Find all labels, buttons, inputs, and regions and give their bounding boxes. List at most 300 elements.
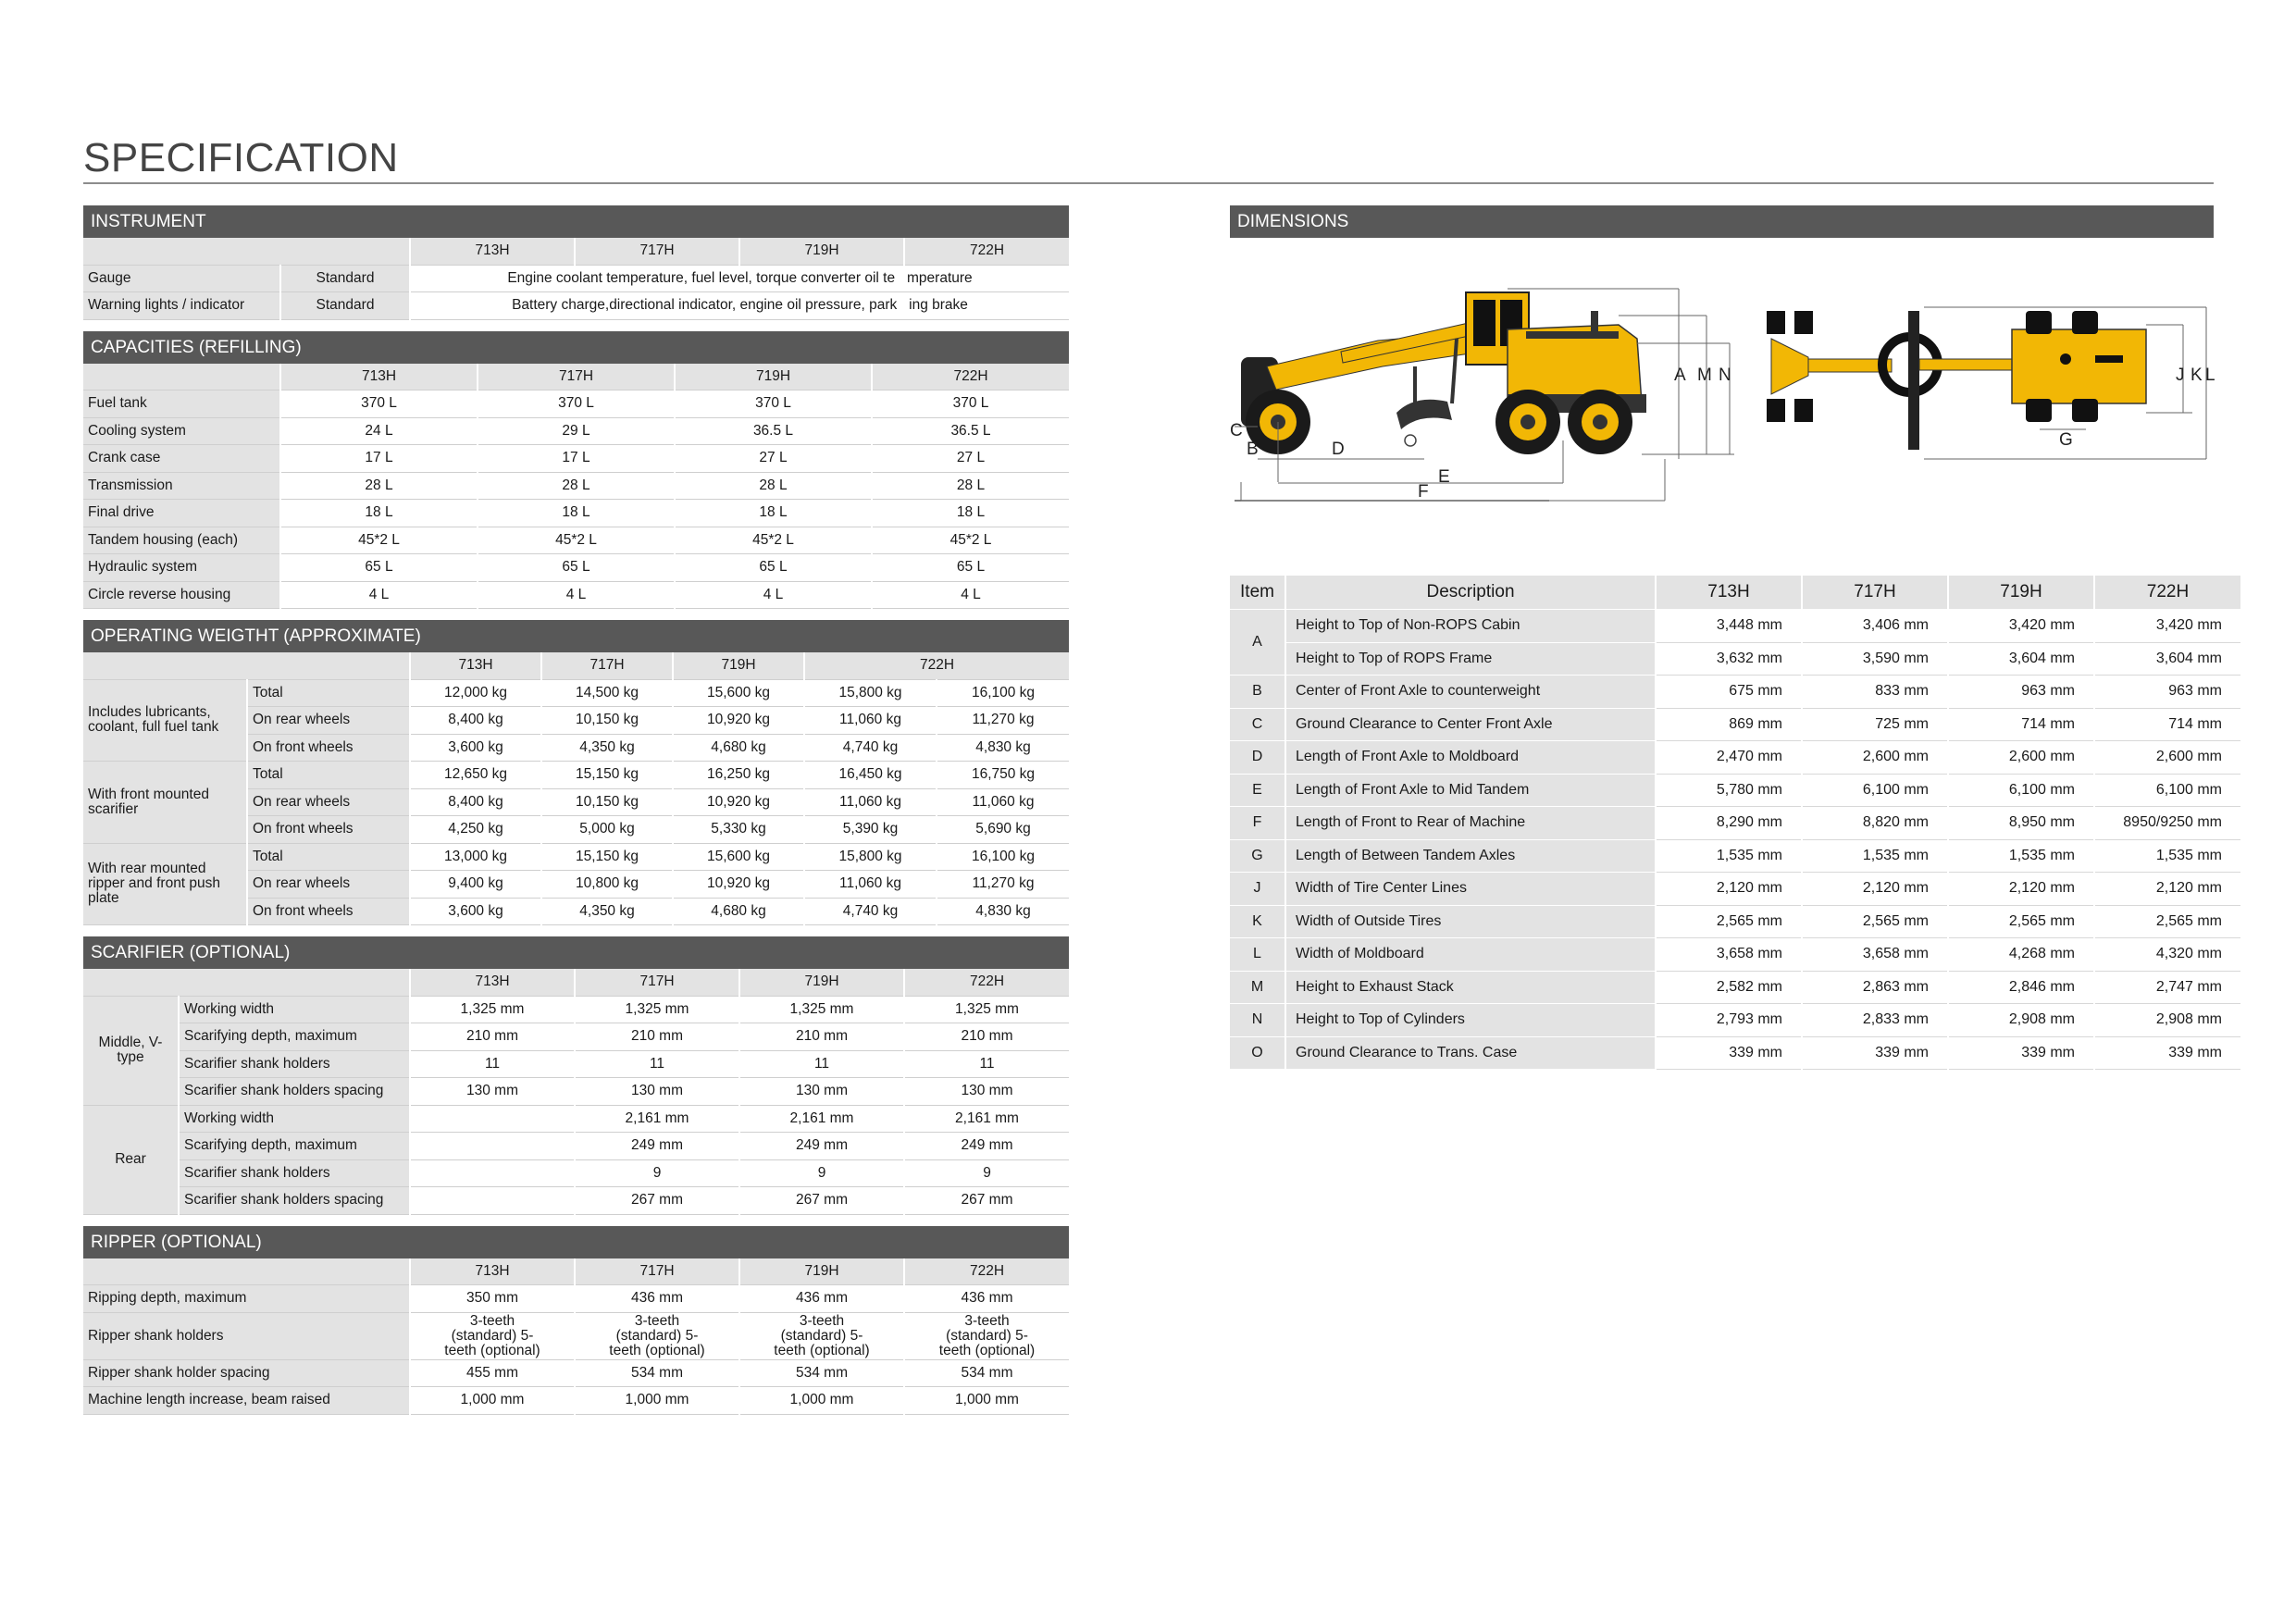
dim-label: K (2191, 366, 2203, 385)
item-description: Length of Front Axle to Mid Tandem (1285, 774, 1656, 807)
cell-value: 9,400 kg (410, 871, 541, 899)
scarifier-section (83, 936, 1069, 1215)
cell-value: 249 mm (904, 1133, 1069, 1160)
item-code: L (1230, 938, 1285, 972)
item-description: Height to Top of ROPS Frame (1285, 642, 1656, 676)
cell-value: 29 L (478, 417, 675, 445)
cell-value: 4,250 kg (410, 816, 541, 844)
row-label: On front wheels (247, 898, 410, 925)
table-row (1230, 971, 2240, 1004)
cell-value: 436 mm (575, 1285, 739, 1313)
cell-value: 5,780 mm (1656, 774, 1802, 807)
table-row (83, 1285, 1069, 1313)
row-label: Scarifying depth, maximum (179, 1133, 410, 1160)
table-row (83, 1359, 1069, 1387)
cell-value: 15,150 kg (541, 762, 673, 789)
table-row (83, 472, 1069, 500)
cell-value: 16,250 kg (673, 762, 804, 789)
row-label: Tandem housing (each) (83, 527, 280, 554)
cell-value: 436 mm (904, 1285, 1069, 1313)
cell-value: 16,750 kg (937, 762, 1069, 789)
cell-value: 869 mm (1656, 708, 1802, 741)
ripper-section (83, 1226, 1069, 1415)
cell-value: 2,565 mm (1656, 905, 1802, 938)
model-header: 713H (1656, 576, 1802, 610)
scarifier-heading: SCARIFIER (OPTIONAL) (83, 936, 1069, 969)
cell-value: 833 mm (1802, 676, 1948, 709)
cell-value: 3,600 kg (410, 734, 541, 762)
row-label: Scarifier shank holders (179, 1159, 410, 1187)
cell-value: 3,406 mm (1802, 610, 1948, 643)
row-type: Standard (280, 265, 410, 292)
cell-value: 3-teeth (standard) 5-teeth (optional) (575, 1312, 739, 1359)
cell-value: 2,863 mm (1802, 971, 1948, 1004)
cell-value: 4,350 kg (541, 898, 673, 925)
cell-value: 12,650 kg (410, 762, 541, 789)
row-label: Machine length increase, beam raised (83, 1387, 410, 1415)
cell-value: 4 L (872, 581, 1069, 609)
cell-value: 15,800 kg (804, 843, 937, 871)
cell-value: 2,793 mm (1656, 1004, 1802, 1037)
cell-value: 8950/9250 mm (2094, 807, 2240, 840)
ripper-table (83, 1258, 1069, 1415)
row-label: Fuel tank (83, 391, 280, 418)
cell-value: 45*2 L (478, 527, 675, 554)
cell-value: 2,470 mm (1656, 741, 1802, 775)
capacities-heading: CAPACITIES (REFILLING) (83, 331, 1069, 364)
cell-value: 4,830 kg (937, 734, 1069, 762)
cell-value: 13,000 kg (410, 843, 541, 871)
row-label: On rear wheels (247, 707, 410, 735)
cell-value: 1,325 mm (904, 996, 1069, 1023)
cell-value: 370 L (675, 391, 872, 418)
table-row (83, 843, 1069, 871)
cell-value: 534 mm (739, 1359, 904, 1387)
table-header-row (83, 652, 1069, 679)
row-label: On front wheels (247, 816, 410, 844)
item-code: O (1230, 1036, 1285, 1070)
cell-value: 28 L (280, 472, 478, 500)
cell-value: 4,680 kg (673, 734, 804, 762)
cell-value: 1,325 mm (410, 996, 575, 1023)
cell-value (410, 1187, 575, 1215)
table-row (83, 391, 1069, 418)
cell-value: 675 mm (1656, 676, 1802, 709)
cell-value: 16,100 kg (937, 679, 1069, 707)
cell-value: 11,270 kg (937, 707, 1069, 735)
cell-value: 267 mm (575, 1187, 739, 1215)
cell-value: 15,600 kg (673, 679, 804, 707)
table-row (83, 1133, 1069, 1160)
cell-value: 18 L (675, 500, 872, 527)
cell-value: 65 L (675, 554, 872, 582)
cell-value: 10,150 kg (541, 788, 673, 816)
table-row (83, 679, 1069, 707)
cell-value: 1,325 mm (575, 996, 739, 1023)
model-header: 722H (904, 1258, 1069, 1285)
dim-label: A (1674, 366, 1686, 385)
cell-value: 2,747 mm (2094, 971, 2240, 1004)
cell-value: 8,400 kg (410, 788, 541, 816)
model-header: 717H (575, 1258, 739, 1285)
top-view (1919, 307, 2215, 459)
cell-value: 3,604 mm (2094, 642, 2240, 676)
cell-value: 210 mm (410, 1023, 575, 1051)
cell-value: 4,830 kg (937, 898, 1069, 925)
cell-value: 2,846 mm (1948, 971, 2094, 1004)
item-code: M (1230, 971, 1285, 1004)
dim-label: F (1418, 482, 1429, 502)
row-label: On rear wheels (247, 871, 410, 899)
table-row (83, 996, 1069, 1023)
cell-value: 27 L (872, 445, 1069, 473)
cell-value: 1,000 mm (575, 1387, 739, 1415)
cell-value: 2,908 mm (2094, 1004, 2240, 1037)
row-type: Standard (280, 292, 410, 320)
item-code: A (1230, 610, 1285, 676)
item-description: Ground Clearance to Trans. Case (1285, 1036, 1656, 1070)
table-row (83, 581, 1069, 609)
cell-value: 17 L (280, 445, 478, 473)
item-code: E (1230, 774, 1285, 807)
cell-value: 11 (904, 1050, 1069, 1078)
cell-value: 45*2 L (280, 527, 478, 554)
item-code: F (1230, 807, 1285, 840)
cell-value: 27 L (675, 445, 872, 473)
instrument-heading: INSTRUMENT (83, 205, 1069, 238)
cell-value: 8,400 kg (410, 707, 541, 735)
cell-value: 2,582 mm (1656, 971, 1802, 1004)
row-label: On front wheels (247, 734, 410, 762)
group-label: Rear (83, 1105, 179, 1214)
instrument-section (83, 205, 1069, 320)
item-description: Height to Exhaust Stack (1285, 971, 1656, 1004)
cell-value: 370 L (478, 391, 675, 418)
instrument-table (83, 238, 1069, 320)
model-header: 717H (575, 238, 739, 265)
cell-value: 1,535 mm (1656, 839, 1802, 873)
table-header-row (1230, 576, 2240, 610)
right-column (1230, 205, 2214, 238)
page-title: SPECIFICATION (83, 135, 399, 180)
table-row (83, 1078, 1069, 1106)
operating-weight-section (83, 620, 1069, 925)
table-row (1230, 642, 2240, 676)
row-label: Scarifier shank holders spacing (179, 1078, 410, 1106)
cell-value: 5,330 kg (673, 816, 804, 844)
group-label: Middle, V-type (83, 996, 179, 1105)
item-description: Ground Clearance to Center Front Axle (1285, 708, 1656, 741)
cell-value: 339 mm (1802, 1036, 1948, 1070)
capacities-section (83, 331, 1069, 610)
row-label: On rear wheels (247, 788, 410, 816)
cell-value: 2,120 mm (2094, 873, 2240, 906)
cell-value: 1,000 mm (904, 1387, 1069, 1415)
table-row (1230, 807, 2240, 840)
item-description: Length of Front Axle to Moldboard (1285, 741, 1656, 775)
model-header: 719H (739, 238, 904, 265)
cell-value: 10,920 kg (673, 707, 804, 735)
group-label: With front mounted scarifier (83, 762, 247, 844)
cell-value: 18 L (478, 500, 675, 527)
cell-value: 11,060 kg (937, 788, 1069, 816)
table-row (83, 265, 1069, 292)
group-label: With rear mounted ripper and front push plate (83, 843, 247, 925)
model-header: 722H (804, 652, 1069, 679)
cell-value: 8,950 mm (1948, 807, 2094, 840)
cell-value: 1,535 mm (1948, 839, 2094, 873)
cell-value: 15,150 kg (541, 843, 673, 871)
cell-value: 45*2 L (675, 527, 872, 554)
cell-value: 4,680 kg (673, 898, 804, 925)
cell-value (410, 1159, 575, 1187)
cell-value: 249 mm (739, 1133, 904, 1160)
capacities-table (83, 364, 1069, 610)
cell-value: 2,120 mm (1656, 873, 1802, 906)
item-code: D (1230, 741, 1285, 775)
cell-value: 28 L (872, 472, 1069, 500)
item-description: Height to Top of Cylinders (1285, 1004, 1656, 1037)
header-blank (83, 364, 280, 391)
item-description: Length of Between Tandem Axles (1285, 839, 1656, 873)
dim-label: C (1230, 421, 1243, 440)
cell-value: 4,350 kg (541, 734, 673, 762)
cell-value: 4,320 mm (2094, 938, 2240, 972)
cell-value: 2,908 mm (1948, 1004, 2094, 1037)
cell-value: 3,658 mm (1656, 938, 1802, 972)
dimensions-table-wrap (1230, 576, 2222, 1070)
left-column (83, 205, 1069, 1426)
cell-value: 2,565 mm (1802, 905, 1948, 938)
dimensions-diagram (1230, 274, 2214, 514)
scarifier-table (83, 969, 1069, 1215)
header-blank (83, 652, 410, 679)
cell-value: 267 mm (904, 1187, 1069, 1215)
row-label: Total (247, 843, 410, 871)
table-row (83, 1387, 1069, 1415)
dim-label: E (1438, 467, 1450, 487)
row-label: Crank case (83, 445, 280, 473)
cell-value: 2,600 mm (2094, 741, 2240, 775)
cell-value: 2,600 mm (1948, 741, 2094, 775)
table-row (83, 1023, 1069, 1051)
cell-value: 28 L (478, 472, 675, 500)
model-header: 722H (872, 364, 1069, 391)
cell-value: 210 mm (904, 1023, 1069, 1051)
title-rule (83, 182, 2214, 184)
model-header: 717H (575, 969, 739, 996)
cell-value: 3,632 mm (1656, 642, 1802, 676)
item-description: Length of Front to Rear of Machine (1285, 807, 1656, 840)
cell-value: 2,120 mm (1948, 873, 2094, 906)
cell-value: 6,100 mm (2094, 774, 2240, 807)
model-header: 717H (541, 652, 673, 679)
front-view (1767, 311, 1938, 450)
cell-value: 3,420 mm (1948, 610, 2094, 643)
item-description: Center of Front Axle to counterweight (1285, 676, 1656, 709)
row-label: Hydraulic system (83, 554, 280, 582)
cell-value: 15,600 kg (673, 843, 804, 871)
cell-value: 24 L (280, 417, 478, 445)
table-row (83, 554, 1069, 582)
cell-value: 210 mm (575, 1023, 739, 1051)
cell-value: 534 mm (904, 1359, 1069, 1387)
cell-value: 11 (575, 1050, 739, 1078)
cell-value: 3-teeth (standard) 5-teeth (optional) (739, 1312, 904, 1359)
ripper-heading: RIPPER (OPTIONAL) (83, 1226, 1069, 1258)
cell-value: 2,833 mm (1802, 1004, 1948, 1037)
cell-value: 11 (410, 1050, 575, 1078)
cell-value: 10,920 kg (673, 871, 804, 899)
item-description: Width of Moldboard (1285, 938, 1656, 972)
cell-value: 2,600 mm (1802, 741, 1948, 775)
model-header: 719H (739, 1258, 904, 1285)
table-row (83, 1187, 1069, 1215)
cell-value: 1,000 mm (739, 1387, 904, 1415)
table-row (83, 445, 1069, 473)
row-label: Final drive (83, 500, 280, 527)
table-row (83, 1159, 1069, 1187)
model-header: 717H (1802, 576, 1948, 610)
cell-value: 6,100 mm (1948, 774, 2094, 807)
table-row (83, 1050, 1069, 1078)
row-label: Cooling system (83, 417, 280, 445)
cell-value: 9 (904, 1159, 1069, 1187)
header-item: Item (1230, 576, 1285, 610)
table-row (1230, 1004, 2240, 1037)
model-header: 719H (1948, 576, 2094, 610)
cell-value: 5,390 kg (804, 816, 937, 844)
table-row (1230, 774, 2240, 807)
cell-value: 3,658 mm (1802, 938, 1948, 972)
item-description: Width of Tire Center Lines (1285, 873, 1656, 906)
table-row (1230, 938, 2240, 972)
cell-value: 714 mm (1948, 708, 2094, 741)
header-description: Description (1285, 576, 1656, 610)
cell-value: 130 mm (410, 1078, 575, 1106)
table-header-row (83, 238, 1069, 265)
cell-value: 4 L (280, 581, 478, 609)
header-blank (83, 969, 410, 996)
row-value: Battery charge,directional indicator, engine oil pressure, park ing brake (410, 292, 1069, 320)
dim-label: L (2205, 366, 2215, 385)
table-row (1230, 1036, 2240, 1070)
cell-value: 9 (739, 1159, 904, 1187)
cell-value: 3,420 mm (2094, 610, 2240, 643)
model-header: 713H (410, 238, 575, 265)
cell-value: 1,325 mm (739, 996, 904, 1023)
row-label: Ripper shank holders (83, 1312, 410, 1359)
item-code: B (1230, 676, 1285, 709)
cell-value: 1,535 mm (1802, 839, 1948, 873)
cell-value: 4 L (478, 581, 675, 609)
dim-label: G (2059, 430, 2073, 450)
cell-value: 4,268 mm (1948, 938, 2094, 972)
cell-value: 2,565 mm (2094, 905, 2240, 938)
model-header: 722H (904, 969, 1069, 996)
cell-value: 370 L (280, 391, 478, 418)
table-row (1230, 708, 2240, 741)
cell-value: 17 L (478, 445, 675, 473)
cell-value: 36.5 L (872, 417, 1069, 445)
dimensions-heading: DIMENSIONS (1230, 205, 2214, 238)
model-header: 719H (675, 364, 872, 391)
model-header: 713H (410, 1258, 575, 1285)
row-label: Ripping depth, maximum (83, 1285, 410, 1313)
table-row (1230, 741, 2240, 775)
cell-value: 963 mm (1948, 676, 2094, 709)
item-description: Height to Top of Non-ROPS Cabin (1285, 610, 1656, 643)
table-header-row (83, 364, 1069, 391)
cell-value: 36.5 L (675, 417, 872, 445)
row-value: Engine coolant temperature, fuel level, torque converter oil te mperature (410, 265, 1069, 292)
row-label: Gauge (83, 265, 280, 292)
table-row (83, 527, 1069, 554)
cell-value: 6,100 mm (1802, 774, 1948, 807)
cell-value: 11,060 kg (804, 788, 937, 816)
model-header: 722H (904, 238, 1069, 265)
side-view (1230, 289, 1734, 502)
cell-value: 3-teeth (standard) 5-teeth (optional) (410, 1312, 575, 1359)
cell-value: 350 mm (410, 1285, 575, 1313)
table-row (83, 762, 1069, 789)
item-code: K (1230, 905, 1285, 938)
cell-value: 11,060 kg (804, 707, 937, 735)
cell-value: 2,565 mm (1948, 905, 2094, 938)
cell-value: 339 mm (2094, 1036, 2240, 1070)
model-header: 719H (673, 652, 804, 679)
cell-value: 130 mm (904, 1078, 1069, 1106)
dim-label: N (1719, 366, 1731, 385)
cell-value: 249 mm (575, 1133, 739, 1160)
cell-value: 10,800 kg (541, 871, 673, 899)
group-label: Includes lubricants, coolant, full fuel tank (83, 679, 247, 762)
cell-value: 3,590 mm (1802, 642, 1948, 676)
grader-drawing (1230, 274, 2214, 514)
cell-value: 4,740 kg (804, 734, 937, 762)
row-label: Warning lights / indicator (83, 292, 280, 320)
cell-value: 8,290 mm (1656, 807, 1802, 840)
row-label: Scarifying depth, maximum (179, 1023, 410, 1051)
cell-value: 2,161 mm (904, 1105, 1069, 1133)
cell-value: 210 mm (739, 1023, 904, 1051)
cell-value: 9 (575, 1159, 739, 1187)
item-code: G (1230, 839, 1285, 873)
cell-value: 3,600 kg (410, 898, 541, 925)
cell-value: 18 L (280, 500, 478, 527)
cell-value: 28 L (675, 472, 872, 500)
cell-value: 65 L (280, 554, 478, 582)
row-label: Total (247, 679, 410, 707)
model-header: 719H (739, 969, 904, 996)
table-row (1230, 905, 2240, 938)
cell-value: 339 mm (1656, 1036, 1802, 1070)
cell-value: 1,535 mm (2094, 839, 2240, 873)
header-blank (83, 238, 410, 265)
dim-label: B (1247, 440, 1259, 459)
cell-value: 4,740 kg (804, 898, 937, 925)
cell-value: 267 mm (739, 1187, 904, 1215)
row-label: Scarifier shank holders (179, 1050, 410, 1078)
cell-value: 11,270 kg (937, 871, 1069, 899)
cell-value: 14,500 kg (541, 679, 673, 707)
table-row (83, 500, 1069, 527)
cell-value: 11 (739, 1050, 904, 1078)
row-label: Ripper shank holder spacing (83, 1359, 410, 1387)
cell-value: 8,820 mm (1802, 807, 1948, 840)
table-row (83, 1312, 1069, 1359)
model-header: 722H (2094, 576, 2240, 610)
